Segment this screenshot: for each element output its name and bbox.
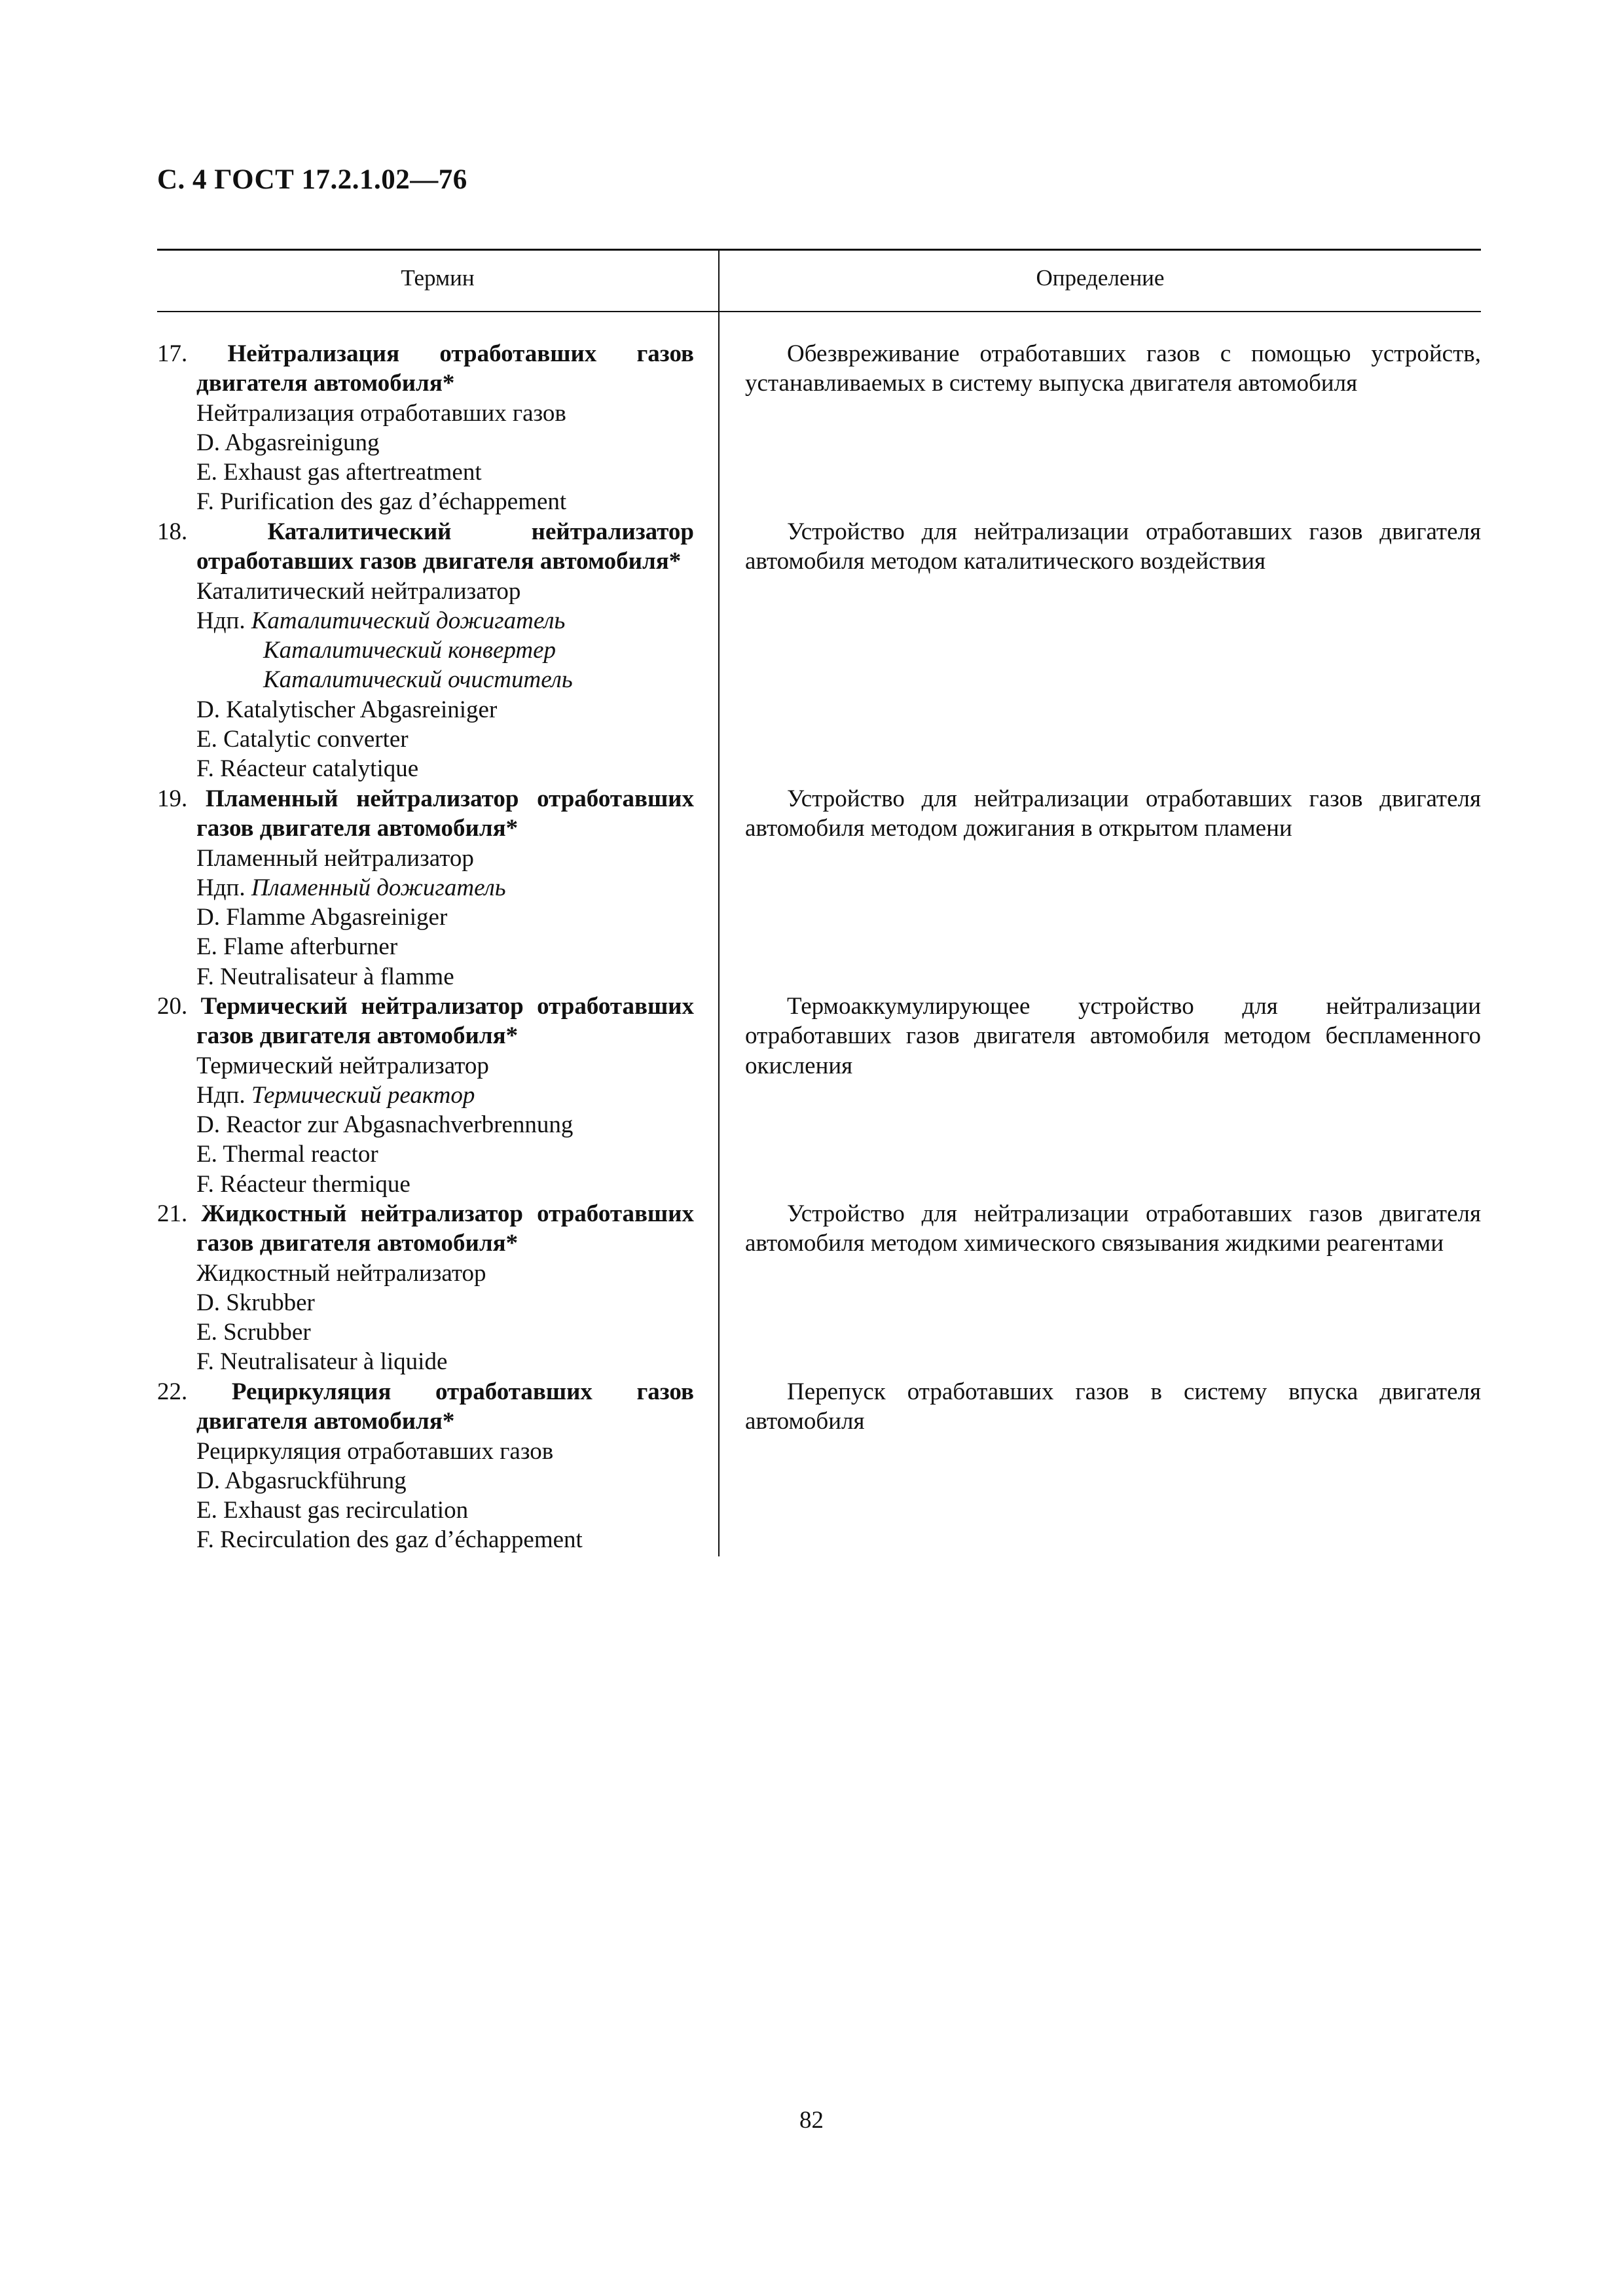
term-cell [157, 1199, 694, 1377]
term-name: Нейтрализация отработавших газов двигателя автомобиля* [196, 340, 694, 397]
term-name: Жидкостный нейтрализатор отработавших газов двигателя автомобиля* [196, 1200, 694, 1257]
term-fr: F. Réacteur catalytique [196, 755, 419, 783]
term-en: E. Catalytic converter [196, 726, 409, 753]
term-title [157, 1199, 694, 1259]
term-ndp [157, 1081, 694, 1110]
ndp-term: Термический реактор [251, 1081, 475, 1109]
term-de: D. Reactor zur Abgasnachverbrennung [196, 1111, 574, 1139]
ndp-term: Каталитический конвертер [263, 637, 556, 664]
term-fr: F. Recirculation des gaz d’échappement [196, 1526, 583, 1554]
term-de: D. Abgasruckführung [196, 1467, 407, 1494]
term-en: E. Flame afterburner [196, 933, 398, 961]
table-column-divider [718, 249, 720, 1556]
term-number: 22. [157, 1378, 188, 1405]
term-name: Рециркуляция отработавших газов двигателя автомобиля* [196, 1378, 694, 1435]
term-short: Жидкостный нейтрализатор [196, 1259, 486, 1287]
term-de: D. Katalytischer Abgasreiniger [196, 696, 498, 723]
definition-cell: Термоаккумулирующее устройство для нейтрализации отработавших газов двигателя автомобиля методом беспламенного окисления [745, 993, 1481, 1079]
term-title [157, 784, 694, 844]
page-number: 82 [799, 2107, 824, 2134]
term-fr: F. Réacteur thermique [196, 1170, 410, 1198]
ndp-term: Каталитический дожигатель [251, 607, 566, 634]
term-fr: F. Neutralisateur à liquide [196, 1348, 448, 1376]
term-ndp [157, 606, 694, 636]
term-number: 19. [157, 785, 188, 812]
term-number: 21. [157, 1200, 188, 1227]
ndp-term: Каталитический очиститель [263, 666, 573, 694]
term-name: Каталитический нейтрализатор отработавших газов двигателя автомобиля* [196, 518, 694, 575]
term-en: E. Exhaust gas recirculation [196, 1497, 469, 1524]
page-header: С. 4 ГОСТ 17.2.1.02—76 [157, 164, 467, 195]
definition-cell: Устройство для нейтрализации отработавших газов двигателя автомобиля методом каталитического воздействия [745, 518, 1481, 575]
term-short: Нейтрализация отработавших газов [196, 399, 566, 427]
ndp-label: Ндп. [196, 874, 246, 901]
term-number: 18. [157, 518, 188, 545]
term-short: Пламенный нейтрализатор [196, 844, 474, 872]
ndp-term: Пламенный дожигатель [251, 874, 506, 901]
term-de: D. Skrubber [196, 1289, 315, 1316]
table-top-rule [157, 249, 1481, 251]
term-short: Термический нейтрализатор [196, 1052, 489, 1079]
definition-cell: Обезвреживание отработавших газов с помощью устройств, устанавливаемых в систему выпуска двигателя автомобиля [745, 340, 1481, 397]
term-name: Термический нейтрализатор отработавших газов двигателя автомобиля* [196, 993, 695, 1050]
term-en: E. Scrubber [196, 1319, 311, 1346]
term-title [157, 992, 694, 1051]
ndp-label: Ндп. [196, 607, 246, 634]
term-en: E. Thermal reactor [196, 1141, 378, 1168]
term-fr: F. Neutralisateur à flamme [196, 963, 454, 990]
term-title [157, 1377, 694, 1437]
definition-cell: Устройство для нейтрализации отработавших газов двигателя автомобиля методом химического связывания жидкими реагентами [745, 1200, 1481, 1257]
term-title [157, 339, 694, 399]
term-fr: F. Purification des gaz d’échappement [196, 488, 567, 516]
column-header-term: Термин [401, 265, 475, 291]
term-de: D. Abgasreinigung [196, 429, 380, 456]
ndp-label: Ндп. [196, 1081, 246, 1109]
term-cell [157, 339, 694, 517]
definition-cell: Перепуск отработавших газов в систему впуска двигателя автомобиля [745, 1378, 1481, 1435]
term-cell [157, 1377, 694, 1555]
term-cell [157, 992, 694, 1199]
term-title [157, 517, 694, 577]
term-ndp [157, 873, 694, 903]
term-cell [157, 784, 694, 992]
term-short: Каталитический нейтрализатор [196, 577, 521, 605]
column-header-definition: Определение [1036, 265, 1165, 291]
term-de: D. Flamme Abgasreiniger [196, 904, 448, 931]
term-number: 17. [157, 340, 188, 367]
term-short: Рециркуляция отработавших газов [196, 1437, 554, 1465]
term-name: Пламенный нейтрализатор отработавших газов двигателя автомобиля* [196, 785, 694, 842]
term-cell [157, 517, 694, 784]
definition-cell: Устройство для нейтрализации отработавших газов двигателя автомобиля методом дожигания в открытом пламени [745, 785, 1481, 842]
term-en: E. Exhaust gas aftertreatment [196, 459, 482, 486]
term-number: 20. [157, 993, 188, 1020]
table-header-rule [157, 311, 1481, 312]
